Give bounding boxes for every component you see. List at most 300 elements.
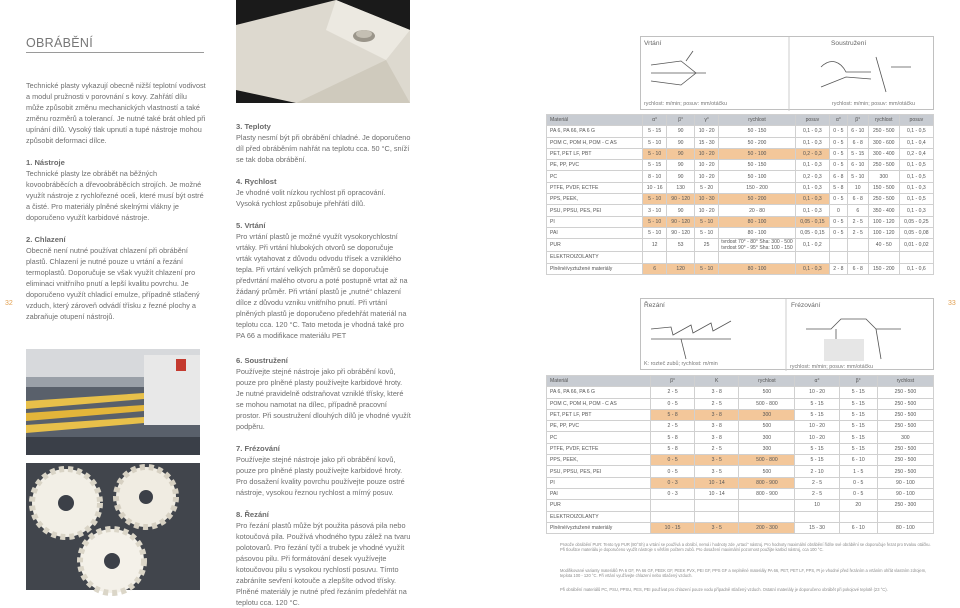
table-cell: 20 - 80 xyxy=(719,205,795,216)
table-cell: 5 - 15 xyxy=(643,160,667,171)
table-cell: 0,1 - 0,3 xyxy=(795,182,829,193)
table-cell: 0 - 5 xyxy=(651,455,695,466)
table-cell: 2 - 5 xyxy=(651,421,695,432)
table-cell xyxy=(868,252,899,263)
table-cell: 6 xyxy=(643,263,667,274)
table-row xyxy=(547,239,934,252)
table-cell: 300 xyxy=(877,432,933,443)
table-row xyxy=(547,387,934,398)
table-cell: 5 - 10 xyxy=(643,227,667,238)
table-cell: 15 - 30 xyxy=(795,522,839,533)
table-cell: 3 - 10 xyxy=(643,205,667,216)
table-cell: 0,1 - 0,5 xyxy=(899,160,933,171)
table-cell: 5 - 15 xyxy=(839,398,877,409)
page-number-right: 33 xyxy=(948,300,956,307)
section-heading: 3. Teploty xyxy=(236,122,271,131)
table-cell: 0,1 - 0,3 xyxy=(795,160,829,171)
column-header: rychlost xyxy=(868,115,899,126)
table-cell: 5 - 10 xyxy=(847,171,868,182)
table-cell: 3 - 8 xyxy=(695,432,739,443)
table-cell: 0,1 - 0,3 xyxy=(795,263,829,274)
table-cell: 2 - 8 xyxy=(830,263,848,274)
table-cell: 250 - 500 xyxy=(877,387,933,398)
table-cell: 5 - 15 xyxy=(839,409,877,420)
table-cell xyxy=(695,500,739,511)
table-cell: tvrdost 70° - 80° Sha: 300 - 500 tvrdost 90° - 95° Sha: 100 - 150 xyxy=(719,239,795,252)
table-cell: 10 - 20 xyxy=(795,421,839,432)
table-cell: 2 - 5 xyxy=(795,488,839,499)
table-cell: 0,1 - 0,3 xyxy=(795,205,829,216)
material-cell: PUR xyxy=(547,500,651,511)
table-cell: 20 xyxy=(839,500,877,511)
table-cell xyxy=(830,239,848,252)
table-cell: 90 - 120 xyxy=(667,227,695,238)
turning-unit-note: rychlost: m/min; posuv: mm/otáčku xyxy=(832,101,915,107)
table-cell xyxy=(847,239,868,252)
material-cell: POM C, POM H, POM - C AS xyxy=(547,137,643,148)
table-row xyxy=(547,432,934,443)
table-cell xyxy=(795,511,839,522)
table-cell: 5 - 15 xyxy=(847,148,868,159)
material-cell: PTFE, PVDF, ECTFE xyxy=(547,443,651,454)
table-cell: 10 - 20 xyxy=(694,148,718,159)
material-cell: PA 6, PA 66, PA 6 G xyxy=(547,387,651,398)
material-cell: PAI xyxy=(547,227,643,238)
table-cell: 500 - 800 xyxy=(739,398,795,409)
table-cell: 90 xyxy=(667,205,695,216)
table-cell: 5 - 15 xyxy=(643,126,667,137)
table-row xyxy=(547,477,934,488)
column-header: α° xyxy=(795,376,839,387)
material-cell: ELEKTROIZOLANTY xyxy=(547,511,651,522)
table-cell: 80 - 100 xyxy=(719,227,795,238)
table-cell: 250 - 500 xyxy=(877,398,933,409)
plastic-part-photo xyxy=(236,0,410,103)
column-header: posuv xyxy=(795,115,829,126)
material-cell: PUR xyxy=(547,239,643,252)
table-cell: 10 xyxy=(847,182,868,193)
table-cell: 6 - 8 xyxy=(847,137,868,148)
table-cell: 5 - 8 xyxy=(830,182,848,193)
table-cell: 5 - 10 xyxy=(643,137,667,148)
gears-photo xyxy=(26,463,200,590)
table-cell: 5 - 8 xyxy=(651,432,695,443)
table-cell: 0,1 - 0,5 xyxy=(899,171,933,182)
table-cell: 0,1 - 0,5 xyxy=(899,126,933,137)
section-heading: 8. Řezání xyxy=(236,510,269,519)
table-cell: 50 - 200 xyxy=(719,137,795,148)
table-cell: 10 - 20 xyxy=(694,205,718,216)
table-row xyxy=(547,500,934,511)
table-cell: 0,01 - 0,02 xyxy=(899,239,933,252)
table-cell: 40 - 50 xyxy=(868,239,899,252)
table-cell: 10 - 20 xyxy=(795,387,839,398)
table-cell: 80 - 100 xyxy=(877,522,933,533)
table-header-row xyxy=(547,115,934,126)
table-cell: 5 - 10 xyxy=(643,216,667,227)
table-cell: 10 xyxy=(795,500,839,511)
table-cell: 250 - 500 xyxy=(868,160,899,171)
table-cell: 5 - 15 xyxy=(839,443,877,454)
table-cell: 250 - 500 xyxy=(877,466,933,477)
intro-paragraph: Technické plasty vykazují obecně nižší teplotní vodivost a modul pružnosti v porovnání s kovy. Zahřátí dílu může způsobit změnu mechanických vlastností a také změnu rozměrů a tolerancí. Je nutné také brát ohled při upínání dílů. Vysoký tlak upnutí a tupé nástroje mohou způsobit deformaci dílce. xyxy=(26,81,206,145)
column-header: β° xyxy=(847,115,868,126)
table-cell: 10 - 14 xyxy=(695,477,739,488)
text-column-2 xyxy=(236,110,411,341)
table-cell: 250 - 500 xyxy=(868,194,899,205)
table-cell: 250 - 300 xyxy=(877,500,933,511)
table-cell xyxy=(643,252,667,263)
material-cell: PET, PET LF, PBT xyxy=(547,409,651,420)
table-cell: 500 xyxy=(739,421,795,432)
table-cell: 0,1 - 0,2 xyxy=(795,239,829,252)
milling-unit-note: rychlost: m/min; posuv: mm/otáčku xyxy=(790,364,873,370)
table-cell: 3 - 8 xyxy=(695,409,739,420)
table-cell: 500 - 800 xyxy=(739,455,795,466)
section-text: Používejte stejné nástroje jako při obrábění kovů, pouze pro plněné plasty používejte karbidové hroty. Je nutné pravidelně odstraňovat vzniklé třísky, které se mohou namotat na dílec, případně pracovní prostor. Při soustružení dlouhých dílů je vhodné využít podpěru. xyxy=(236,367,411,431)
machine-photo xyxy=(26,349,200,455)
column-header: α° xyxy=(830,115,848,126)
table-cell: 250 - 500 xyxy=(877,409,933,420)
section-text: Technické plasty lze obrábět na běžných kovoobráběcích a dřevoobráběcích strojích. Je možné využít nástroje z rychlořezné oceli, které musí být ostré a čisté. Pro materiály plněné skelnými vlákny je doporučeno využít karbidové nástroje. xyxy=(26,169,204,222)
table-cell xyxy=(899,252,933,263)
table-cell xyxy=(847,252,868,263)
table-cell: 5 - 15 xyxy=(795,398,839,409)
footnote: Protože obrábění PUR: Tento typ PUR (80°Sh) a vrtání se používá a obrábí, nemá i hodnoty zde „vrtací“ nástroj. Pro hodnoty maximální obrábění řídíte své obrábění se doporučuje řezat pro trvalou otáčku. Při tlouštce materiálu je doporučeno využít nástroje s větším počtem zubů. Pro dosažení maximální pozornost použijte karbid nástroj, cca 100 °C. xyxy=(560,542,931,553)
section-text: Plasty nesmí být při obrábění chladné. Je doporučeno díl před obráběním nahřát na teplotu cca. 50 °C, sníží se tak doba obrábění. xyxy=(236,133,411,164)
table-cell: 10 - 20 xyxy=(694,126,718,137)
table-cell xyxy=(695,511,739,522)
table-cell: 100 - 120 xyxy=(868,216,899,227)
table-cell: 10 - 20 xyxy=(694,171,718,182)
table-cell: 0,2 - 0,3 xyxy=(795,148,829,159)
material-cell: PPS, PEEK, xyxy=(547,455,651,466)
table-cell xyxy=(651,511,695,522)
material-cell: Plněné/vyztužené materiály xyxy=(547,522,651,533)
table-row xyxy=(547,171,934,182)
table-cell: 5 - 10 xyxy=(643,194,667,205)
column-header: rychlost xyxy=(719,115,795,126)
table-cell: 0,1 - 0,4 xyxy=(899,137,933,148)
table-cell: 50 - 100 xyxy=(719,148,795,159)
table-cell xyxy=(839,511,877,522)
material-cell: PSU, PPSU, PES, PEI xyxy=(547,466,651,477)
table-cell: 0,1 - 0,6 xyxy=(899,263,933,274)
table-cell: 200 - 300 xyxy=(739,522,795,533)
table-cell: 80 - 100 xyxy=(719,263,795,274)
material-cell: PTFE, PVDF, ECTFE xyxy=(547,182,643,193)
table-cell: 0 - 3 xyxy=(651,488,695,499)
table-cell: 0 - 5 xyxy=(830,137,848,148)
table-cell: 2 - 5 xyxy=(651,387,695,398)
table-cell: 2 - 5 xyxy=(695,443,739,454)
table-row xyxy=(547,421,934,432)
table-cell: 0,1 - 0,3 xyxy=(795,137,829,148)
table-row xyxy=(547,522,934,533)
footnote: Při obrábění materiálů PC, PSU, PPSU, PES, PEI používat pro chlazení pouze vodu případně stlačený vzduch. Ostatní materiály je doporučeno obrábět při pokojové teplotě (23 °C). xyxy=(560,587,888,592)
table-cell: 90 - 120 xyxy=(667,194,695,205)
table-cell: 50 - 100 xyxy=(719,171,795,182)
text-column-1 xyxy=(26,80,206,322)
table-cell: 25 xyxy=(694,239,718,252)
table-cell: 250 - 500 xyxy=(868,126,899,137)
table-cell: 5 - 10 xyxy=(694,263,718,274)
table-cell: 5 - 15 xyxy=(795,409,839,420)
material-cell: PPS, PEEK, xyxy=(547,194,643,205)
material-cell: PC xyxy=(547,171,643,182)
table-cell: 5 - 10 xyxy=(694,216,718,227)
table-cell: 3 - 5 xyxy=(695,466,739,477)
table-cell: 15 - 30 xyxy=(694,137,718,148)
page-title: OBRÁBĚNÍ xyxy=(26,36,93,50)
column-header: β° xyxy=(839,376,877,387)
table-cell: 6 - 8 xyxy=(847,263,868,274)
table-cell: 10 - 15 xyxy=(651,522,695,533)
table-cell xyxy=(739,500,795,511)
table-cell xyxy=(667,252,695,263)
table-cell: 90 xyxy=(667,137,695,148)
section-text: Pro vrtání plastů je možné využít vysokorychlostní vrtáky. Při vrtání hlubokých otvorů se doporučuje vrták vytahovat z důvodu odvodu třísek a vzniklého tepla. Při vrtání velkých průměrů se doporučuje předvrtání malého otvoru a poté postupně vrtat až na žádaný průměr. Při vrtání plastů je „nutné“ chlazení dílce z důvodu vzniku vnitřního pnutí. Při vrtání plněných plastů je doporučeno předehřát materiál na teplotu cca. 120 °C. Tato metoda je vhodná také pro PA 66 a modifikace materiálu PET xyxy=(236,232,408,340)
table-cell: 2 - 5 xyxy=(795,477,839,488)
sawing-milling-table xyxy=(546,375,934,534)
text-column-3 xyxy=(236,344,411,608)
table-cell: 0 - 5 xyxy=(839,477,877,488)
section-text: Pro řezání plastů může být použita pásová pila nebo kotoučová pila. Používá vhodného typu zálež na tvaru polotovarů. Pro řezání tyčí a trubek je vhodné využít pásovou pilu. Při formátování desek využívejte kotoučovou pilu s vysokou rychlostí posuvu. Tímto zabráníte sevření kotouče a zlepšíte odvod třísky. Plněné materiály je nutné před řezáním předehřát na teplotu cca. 120 °C. xyxy=(236,521,411,607)
table-cell: 0 - 3 xyxy=(651,477,695,488)
section-text: Používejte stejné nástroje jako při obrábění kovů, pouze pro plněné plasty používejte karbidové hroty. Pro dosažení kvality povrchu používejte pouze ostré nástroje, vysokou řeznou rychlost a mírný posuv. xyxy=(236,455,405,497)
table-row xyxy=(547,466,934,477)
table-cell: 3 - 5 xyxy=(695,522,739,533)
drilling-label: Vrtání xyxy=(644,40,662,47)
table-cell: 500 xyxy=(739,387,795,398)
material-cell: PSU, PPSU, PES, PEI xyxy=(547,205,643,216)
table-cell: 0,1 - 0,3 xyxy=(795,194,829,205)
page-number-left: 32 xyxy=(5,300,13,307)
section-text: Obecně není nutné používat chlazení při obrábění plastů. Chlazení je nutné pouze u vrtání a řezání termoplastů. Doporučuje se však využít chlazení pro eliminaci vnitřního pnutí a lepší kvalitu povrchu. Je doporučeno využít chladicí emulze, případně stlačený vzduch, který zároveň odvádí třísku z řezné plochy a zabraňuje otupení nástrojů. xyxy=(26,246,200,321)
material-cell: PC xyxy=(547,432,651,443)
column-header: β° xyxy=(651,376,695,387)
material-cell: POM C, POM H, POM - C AS xyxy=(547,398,651,409)
material-cell: PAI xyxy=(547,488,651,499)
table-row xyxy=(547,137,934,148)
table-cell: 50 - 200 xyxy=(719,194,795,205)
table-cell: 0 - 5 xyxy=(651,466,695,477)
sawing-label: Řezání xyxy=(644,302,665,309)
table-cell: 0,1 - 0,3 xyxy=(899,182,933,193)
table-cell: 5 - 15 xyxy=(839,432,877,443)
section-heading: 6. Soustružení xyxy=(236,356,288,365)
drilling-turning-diagram xyxy=(640,36,934,110)
table-cell: 5 - 15 xyxy=(839,387,877,398)
table-cell: 0 - 5 xyxy=(830,227,848,238)
table-row xyxy=(547,443,934,454)
table-cell: 300 xyxy=(739,409,795,420)
table-cell: 0,05 - 0,08 xyxy=(899,227,933,238)
table-row xyxy=(547,227,934,238)
column-header: β° xyxy=(667,115,695,126)
table-cell: 250 - 500 xyxy=(877,443,933,454)
drilling-unit-note: rychlost: m/min; posuv: mm/otáčku xyxy=(644,101,727,107)
table-cell: 0 - 5 xyxy=(830,148,848,159)
table-cell: 2 - 5 xyxy=(695,398,739,409)
table-cell: 250 - 500 xyxy=(877,455,933,466)
table-cell: 6 - 10 xyxy=(847,160,868,171)
table-cell: 10 - 14 xyxy=(695,488,739,499)
table-cell: 5 - 10 xyxy=(643,148,667,159)
table-cell: 90 xyxy=(667,126,695,137)
table-header-row xyxy=(547,376,934,387)
section-text: Je vhodné volit nízkou rychlost při opracování. Vysoká rychlost způsobuje přehřátí dílů. xyxy=(236,188,386,208)
table-cell: 800 - 900 xyxy=(739,488,795,499)
table-cell: 90 - 100 xyxy=(877,477,933,488)
table-cell: 0 - 5 xyxy=(830,194,848,205)
column-header: Materiál xyxy=(547,376,651,387)
table-cell: 90 xyxy=(667,148,695,159)
table-cell: 5 - 15 xyxy=(795,455,839,466)
section-heading: 4. Rychlost xyxy=(236,177,277,186)
table-cell: 8 - 10 xyxy=(643,171,667,182)
material-cell: PET, PET LF, PBT xyxy=(547,148,643,159)
material-cell: PI xyxy=(547,477,651,488)
table-cell: 150 - 200 xyxy=(868,263,899,274)
material-cell: Plněné/vyztužené materiály xyxy=(547,263,643,274)
table-cell: 90 - 120 xyxy=(667,216,695,227)
table-cell xyxy=(795,252,829,263)
table-row xyxy=(547,263,934,274)
table-row xyxy=(547,216,934,227)
table-cell: 50 - 150 xyxy=(719,160,795,171)
table-cell: 90 xyxy=(667,160,695,171)
table-cell: 2 - 5 xyxy=(847,227,868,238)
table-cell xyxy=(719,252,795,263)
table-cell: 150 - 500 xyxy=(868,182,899,193)
table-cell: 0,1 - 0,3 xyxy=(795,126,829,137)
table-row xyxy=(547,511,934,522)
table-cell: 3 - 8 xyxy=(695,421,739,432)
table-cell: 5 - 20 xyxy=(694,182,718,193)
table-cell: 5 - 10 xyxy=(694,227,718,238)
table-cell: 2 - 5 xyxy=(847,216,868,227)
column-header: rychlost xyxy=(739,376,795,387)
sawing-milling-diagram xyxy=(640,298,934,370)
table-cell: 6 - 8 xyxy=(847,194,868,205)
turning-label: Soustružení xyxy=(831,40,867,47)
table-cell: 3 - 5 xyxy=(695,455,739,466)
table-row xyxy=(547,205,934,216)
table-cell: 150 - 200 xyxy=(719,182,795,193)
table-cell: 0,2 - 0,4 xyxy=(899,148,933,159)
table-cell: 350 - 400 xyxy=(868,205,899,216)
table-cell: 0,05 - 0,25 xyxy=(899,216,933,227)
table-cell: 5 - 8 xyxy=(651,409,695,420)
column-header: posuv xyxy=(899,115,933,126)
table-cell: 0 - 5 xyxy=(830,216,848,227)
table-row xyxy=(547,488,934,499)
section-heading: 1. Nástroje xyxy=(26,158,65,167)
table-cell: 10 - 30 xyxy=(694,194,718,205)
column-header: γ° xyxy=(694,115,718,126)
material-cell: PE, PP, PVC xyxy=(547,421,651,432)
table-cell: 6 - 10 xyxy=(847,126,868,137)
table-cell: 50 - 150 xyxy=(719,126,795,137)
table-cell: 0,2 - 0,3 xyxy=(795,171,829,182)
table-cell: 53 xyxy=(667,239,695,252)
table-cell: 300 xyxy=(739,443,795,454)
table-cell: 90 - 100 xyxy=(877,488,933,499)
table-row xyxy=(547,455,934,466)
table-cell: 120 xyxy=(667,263,695,274)
table-cell: 800 - 900 xyxy=(739,477,795,488)
table-cell: 0 xyxy=(830,205,848,216)
table-cell: 0 - 5 xyxy=(839,488,877,499)
section-heading: 5. Vrtání xyxy=(236,221,266,230)
column-header: α° xyxy=(643,115,667,126)
table-row xyxy=(547,126,934,137)
table-cell: 250 - 500 xyxy=(877,421,933,432)
table-cell: 1 - 5 xyxy=(839,466,877,477)
column-header: rychlost xyxy=(877,376,933,387)
material-cell: PI xyxy=(547,216,643,227)
table-cell xyxy=(739,511,795,522)
table-cell xyxy=(651,500,695,511)
table-cell: 0 - 5 xyxy=(830,160,848,171)
table-cell: 6 - 10 xyxy=(839,522,877,533)
material-cell: PE, PP, PVC xyxy=(547,160,643,171)
milling-label: Frézování xyxy=(791,302,821,309)
table-cell: 6 - 10 xyxy=(839,455,877,466)
table-cell: 2 - 10 xyxy=(795,466,839,477)
drilling-turning-table xyxy=(546,114,934,275)
table-row xyxy=(547,409,934,420)
table-cell: 0,05 - 0,15 xyxy=(795,216,829,227)
title-divider xyxy=(26,52,204,53)
table-cell: 10 - 20 xyxy=(694,160,718,171)
table-cell: 500 xyxy=(739,466,795,477)
column-header: K xyxy=(695,376,739,387)
material-cell: ELEKTROIZOLANTY xyxy=(547,252,643,263)
table-row xyxy=(547,194,934,205)
table-cell xyxy=(877,511,933,522)
table-cell: 300 - 400 xyxy=(868,148,899,159)
table-cell: 300 xyxy=(868,171,899,182)
column-header: Materiál xyxy=(547,115,643,126)
table-cell xyxy=(830,252,848,263)
table-cell: 0 - 5 xyxy=(651,398,695,409)
table-cell: 10 - 16 xyxy=(643,182,667,193)
table-cell: 0,1 - 0,5 xyxy=(899,194,933,205)
table-cell: 80 - 100 xyxy=(719,216,795,227)
material-cell: PA 6, PA 66, PA 6 G xyxy=(547,126,643,137)
table-cell: 130 xyxy=(667,182,695,193)
table-row xyxy=(547,252,934,263)
table-cell: 0,05 - 0,15 xyxy=(795,227,829,238)
table-cell: 3 - 8 xyxy=(695,387,739,398)
table-cell: 0 - 5 xyxy=(830,126,848,137)
table-cell: 100 - 120 xyxy=(868,227,899,238)
table-row xyxy=(547,182,934,193)
table-cell: 0,1 - 0,3 xyxy=(899,205,933,216)
table-cell: 12 xyxy=(643,239,667,252)
footnote: Modifikované varianty materiálů PA 6 GF, PA 66 GF, PEEK GF, PEEK PVX, PEI GF, PPS GF a neplněné materiály PA 66, PET, PET LF, PPS, PI je vhodné před řezáním a vrtáním ohřát vlastním zdrojem, teplota 100 - 120 °C. Při vrtání využívejte chlazení nebo stlačený vzduch. xyxy=(560,568,927,579)
table-cell: 90 xyxy=(667,171,695,182)
table-cell: 6 xyxy=(847,205,868,216)
table-cell: 5 - 15 xyxy=(839,421,877,432)
table-cell: 10 - 20 xyxy=(795,432,839,443)
table-cell: 5 - 8 xyxy=(651,443,695,454)
table-cell: 6 - 8 xyxy=(830,171,848,182)
section-heading: 2. Chlazení xyxy=(26,235,66,244)
table-row xyxy=(547,398,934,409)
